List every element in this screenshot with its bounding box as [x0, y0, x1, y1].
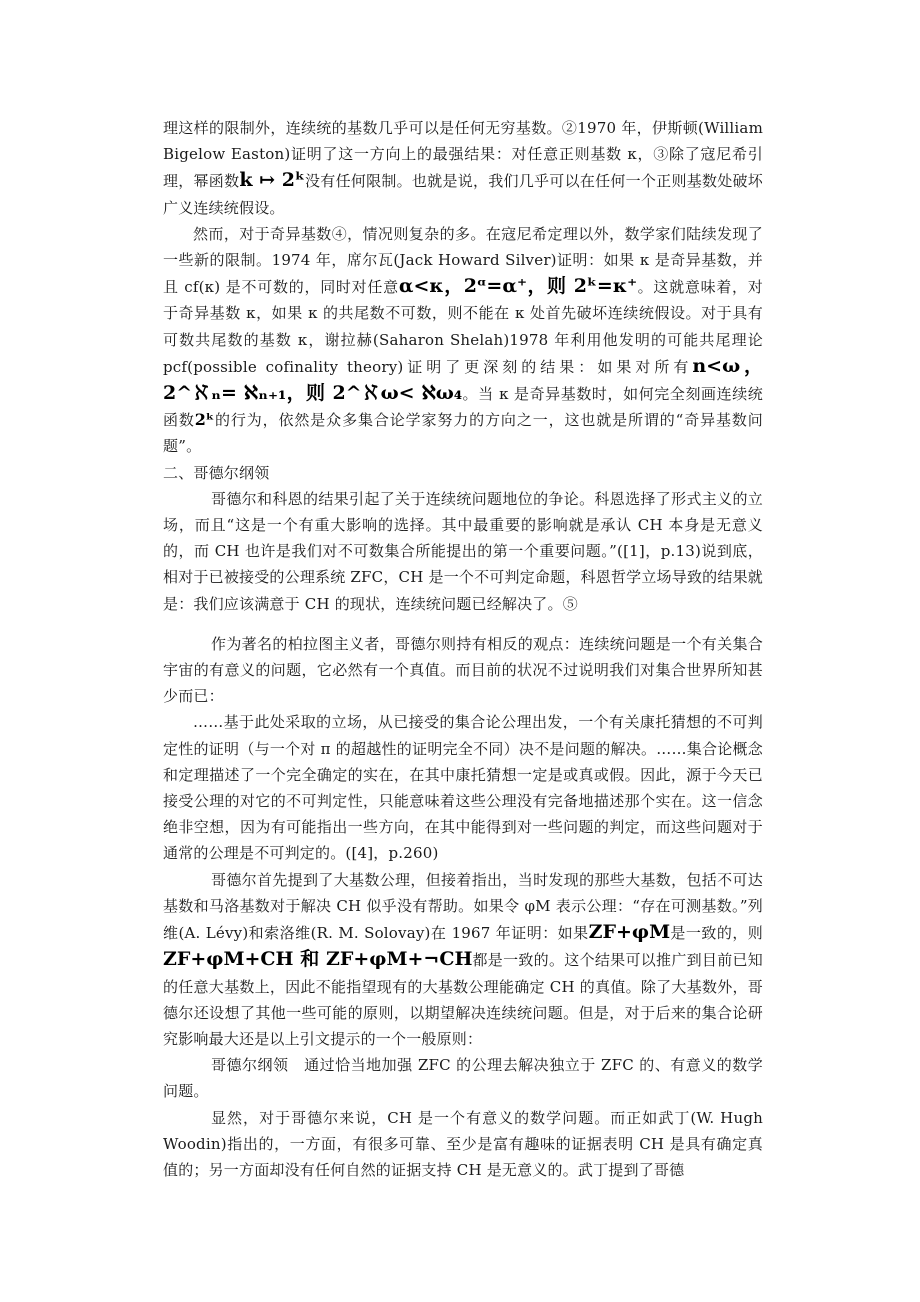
- text: 都是一致的。这个结果可以推广到目前已知的任意大基数上，因此不能指望现有的大基数公理能确定 CH 的真值。除了大基数外，哥德尔还设想了其他一些可能的原则，以期望解决连续统问题。但是，对于后来的集合论研究影响最大还是以上引文提示的一个一般原则：: [163, 951, 763, 1048]
- text: 没有任何限制。也就是说，我们几乎可以在任何一个正则基数处破坏广义连续统假设。: [163, 172, 763, 217]
- formula-shelah: n<ω，2^ℵₙ= ℵₙ₊₁，则 2^ℵω< ℵω₄: [163, 354, 763, 405]
- paragraph-godel-program: 哥德尔纲领 通过恰当地加强 ZFC 的公理去解决独立于 ZFC 的、有意义的数学问题。: [163, 1056, 763, 1101]
- text: 然而，对于奇异基数④，情况则复杂的多。在寇尼希定理以外，数学家们陆续发现了一些新的限制。1974 年，席尔瓦(Jack Howard Silver)证明：如果 κ 是奇异基数，并且 cf(κ) 是不可数的，同时对任意: [163, 224, 763, 297]
- text: 哥德尔首先提到了大基数公理，但接着指出，当时发现的那些大基数，包括不可达基数和马洛基数对于解决 CH 似乎没有帮助。如果令 φM 表示公理：“存在可测基数。”列维(A. Lévy)和索洛维(R. M. Solovay)在 1967 年证明：如果: [163, 870, 763, 943]
- formula-continuum-function: 2ᵏ: [194, 410, 215, 430]
- paragraph-easton: [163, 115, 763, 221]
- paragraph-large-cardinals: [163, 867, 763, 1052]
- text: 理这样的限制外，连续统的基数几乎可以是任何无穷基数。②1970 年，伊斯顿(William Bigelow Easton)证明了这一方向上的最强结果：对任意正则基数 κ，③除了寇尼希引理，幂函数: [163, 119, 763, 191]
- block-quote: ……基于此处采取的立场，从已接受的集合论公理出发，一个有关康托猜想的不可判定性的证明（与一个对 π 的超越性的证明完全不同）决不是问题的解决。……集合论概念和定理描述了一个完全确定的实在，在其中康托猜想一定是或真或假。因此，源于今天已接受公理的对它的不可判定性，只能意味着这些公理没有完备地描述那个实在。这一信念绝非空想，因为有可能指出一些方向，在其中能得到对一些问题的判定，而这些问题对于通常的公理是不可判定的。([4]，p.260): [163, 713, 763, 863]
- text: 是一致的，则: [670, 924, 763, 943]
- text: 。当 κ 是奇异基数时，如何完全刻画连续统函数: [163, 385, 763, 430]
- paragraph-woodin: 显然，对于哥德尔来说，CH 是一个有意义的数学问题。而正如武丁(W. Hugh Woodin)指出的，一方面，有很多可靠、至少是富有趣味的证据表明 CH 是具有确定真值的；另一方面却没有任何自然的证据支持 CH 是无意义的。武丁提到了哥德: [163, 1108, 763, 1179]
- spacer: [163, 617, 763, 631]
- text: 。这就意味着，对于奇异基数 κ，如果 κ 的共尾数不可数，则不能在 κ 处首先破坏连续统假设。对于具有可数共尾数的基数 κ，谢拉赫(Saharon Shelah)1978 年利用他发明的可能共尾理论 pcf(possible cofinality theory)证明了更深刻的结果：如果对所有: [163, 278, 763, 376]
- paragraph-godel-platonism: 作为著名的柏拉图主义者，哥德尔则持有相反的观点：连续统问题是一个有关集合宇宙的有意义的问题，它必然有一个真值。而目前的状况不过说明我们对集合世界所知甚少而已：: [163, 634, 763, 706]
- section-heading: 二、哥德尔纲领: [163, 463, 270, 482]
- formula-power-function: k ↦ 2ᵏ: [239, 169, 305, 192]
- document-page: [163, 115, 763, 1183]
- text: 的行为，依然是众多集合论学家努力的方向之一，这也就是所谓的“奇异基数问题”。: [163, 411, 763, 456]
- formula-zf-phi: ZF+φM: [588, 921, 671, 944]
- formula-silver: α<κ，2ᵅ=α⁺，则 2ᵏ=κ⁺: [398, 275, 638, 298]
- formula-consistency: ZF+φM+CH 和 ZF+φM+¬CH: [163, 948, 473, 971]
- paragraph-singular-cardinals: [163, 221, 763, 460]
- paragraph-cohen-formalism: 哥德尔和科恩的结果引起了关于连续统问题地位的争论。科恩选择了形式主义的立场，而且“这是一个有重大影响的选择。其中最重要的影响就是承认 CH 本身是无意义的，而 CH 也许是我们对不可数集合所能提出的第一个重要问题。”([1]，p.13)说到底，相对于已被接受的公理系统 ZFC，CH 是一个不可判定命题，科恩哲学立场导致的结果就是：我们应该满意于 CH 的现状，连续统问题已经解决了。⑤: [163, 489, 763, 613]
